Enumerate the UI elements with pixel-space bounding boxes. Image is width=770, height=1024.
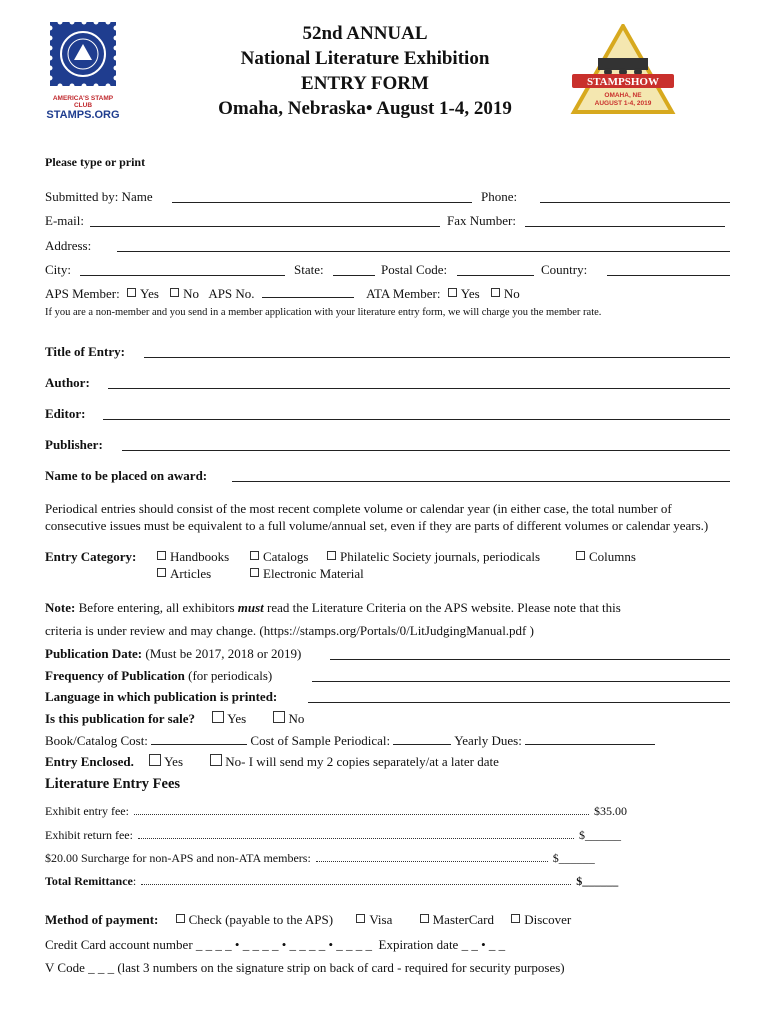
frequency-label: Frequency of Publication bbox=[45, 668, 185, 683]
yearly-dues-field[interactable] bbox=[525, 733, 655, 745]
state-field[interactable] bbox=[333, 264, 375, 276]
stampshow-banner: STAMPSHOW bbox=[587, 76, 659, 88]
note-text-1: Before entering, all exhibitors bbox=[78, 600, 235, 615]
sample-cost-label: Cost of Sample Periodical: bbox=[250, 733, 391, 748]
yearly-dues-label: Yearly Dues: bbox=[454, 733, 522, 748]
fees-title: Literature Entry Fees bbox=[45, 776, 181, 792]
for-sale-yes-label: Yes bbox=[227, 711, 247, 726]
payment-discover-checkbox[interactable] bbox=[511, 914, 520, 923]
aps-member-no-label: No bbox=[183, 286, 200, 301]
header-title-exhibition: National Literature Exhibition bbox=[240, 48, 490, 69]
enclosed-yes-checkbox[interactable] bbox=[149, 754, 161, 766]
category-columns-label: Columns bbox=[589, 549, 636, 564]
enclosed-no-checkbox[interactable] bbox=[210, 754, 222, 766]
phone-label: Phone: bbox=[481, 189, 518, 204]
aps-logo-url: STAMPS.ORG bbox=[46, 109, 120, 121]
criteria-note-line1 bbox=[45, 600, 621, 616]
country-field[interactable] bbox=[607, 264, 730, 276]
payment-check-checkbox[interactable] bbox=[176, 914, 185, 923]
category-electronic-checkbox[interactable] bbox=[250, 568, 259, 577]
city-label: City: bbox=[45, 262, 72, 277]
aps-member-label: APS Member: bbox=[45, 286, 120, 301]
title-of-entry-label: Title of Entry: bbox=[45, 344, 125, 359]
category-electronic[interactable] bbox=[250, 566, 364, 582]
email-field[interactable] bbox=[90, 215, 440, 227]
title-of-entry-field[interactable] bbox=[144, 346, 730, 358]
return-fee-amount[interactable]: $______ bbox=[578, 828, 621, 842]
author-label: Author: bbox=[45, 375, 90, 390]
publisher-label: Publisher: bbox=[45, 437, 103, 452]
payment-method-label: Method of payment: bbox=[45, 912, 159, 927]
publication-date-label: Publication Date: bbox=[45, 646, 143, 661]
fee-row-surcharge bbox=[45, 851, 645, 866]
language-field[interactable] bbox=[308, 691, 730, 703]
stampshow-logo bbox=[568, 24, 678, 118]
category-journals-checkbox[interactable] bbox=[327, 551, 336, 560]
payment-check-label: Check (payable to the APS) bbox=[188, 912, 334, 927]
category-handbooks-checkbox[interactable] bbox=[157, 551, 166, 560]
award-name-field[interactable] bbox=[232, 470, 730, 482]
stampshow-city: OMAHA, NE bbox=[604, 92, 642, 99]
category-columns-checkbox[interactable] bbox=[576, 551, 585, 560]
header-title-location-date: Omaha, Nebraska• August 1-4, 2019 bbox=[218, 98, 512, 119]
category-catalogs[interactable] bbox=[250, 549, 309, 565]
for-sale-yes-checkbox[interactable] bbox=[212, 711, 224, 723]
category-electronic-label: Electronic Material bbox=[263, 566, 364, 581]
state-label: State: bbox=[294, 262, 324, 277]
name-field[interactable] bbox=[172, 191, 472, 203]
fee-row-return bbox=[45, 828, 645, 843]
frequency-field[interactable] bbox=[312, 670, 730, 682]
note-text-2: read the Literature Criteria on the APS website. Please note that this bbox=[267, 600, 621, 615]
criteria-note-line2: criteria is under review and may change. (https://stamps.org/Portals/0/LitJudgingManual.pdf ) bbox=[45, 623, 534, 638]
for-sale-label: Is this publication for sale? bbox=[45, 711, 196, 726]
stampshow-dates: AUGUST 1-4, 2019 bbox=[594, 100, 652, 107]
header-title-annual: 52nd ANNUAL bbox=[302, 23, 428, 44]
ata-member-yes-checkbox[interactable] bbox=[448, 288, 457, 297]
category-journals[interactable] bbox=[327, 549, 540, 565]
for-sale-row bbox=[45, 711, 304, 727]
category-handbooks[interactable] bbox=[157, 549, 229, 565]
frequency-row bbox=[45, 668, 272, 684]
editor-field[interactable] bbox=[103, 408, 730, 420]
ata-member-yes-label: Yes bbox=[460, 286, 480, 301]
category-catalogs-checkbox[interactable] bbox=[250, 551, 259, 560]
credit-card-line[interactable]: Credit Card account number _ _ _ _ • _ _ _ _ • _ _ _ _ • _ _ _ _ Expiration date _ _ • _ _ bbox=[45, 937, 506, 952]
fax-label: Fax Number: bbox=[447, 213, 516, 228]
entry-fee-label: Exhibit entry fee: bbox=[45, 804, 129, 818]
category-journals-label: Philatelic Society journals, periodicals bbox=[340, 549, 541, 564]
aps-no-label: APS No. bbox=[208, 286, 255, 301]
ata-member-no-checkbox[interactable] bbox=[491, 288, 500, 297]
aps-logo bbox=[46, 20, 120, 121]
for-sale-no-label: No bbox=[288, 711, 305, 726]
ata-member-no-label: No bbox=[503, 286, 520, 301]
category-columns[interactable] bbox=[576, 549, 636, 565]
payment-discover-label: Discover bbox=[524, 912, 572, 927]
payment-mastercard-label: MasterCard bbox=[432, 912, 494, 927]
instructions: Please type or print bbox=[45, 155, 146, 169]
postal-code-field[interactable] bbox=[457, 264, 534, 276]
enclosed-no-label: No- I will send my 2 copies separately/at a later date bbox=[225, 754, 499, 769]
fee-row-total: Total Remittance: $______ bbox=[45, 874, 619, 888]
category-articles[interactable] bbox=[157, 566, 211, 582]
periodical-note: Periodical entries should consist of the most recent complete volume or calendar year (in either case, the total number of consecutive issues must be equivalent to a full volume/annual set, even if they are parts of different volumes or calendar years.) bbox=[45, 501, 709, 533]
city-field[interactable] bbox=[80, 264, 285, 276]
publication-date-hint: (Must be 2017, 2018 or 2019) bbox=[145, 646, 302, 661]
total-remittance-amount[interactable]: $______ bbox=[576, 874, 619, 888]
fax-field[interactable] bbox=[525, 215, 725, 227]
aps-logo-tagline: AMERICA'S STAMP CLUB bbox=[52, 95, 114, 109]
member-rate-note: If you are a non-member and you send in a member application with your literature entry form, we will charge you the member rate. bbox=[45, 307, 602, 318]
publisher-field[interactable] bbox=[122, 439, 730, 451]
fee-row-entry bbox=[45, 804, 645, 819]
category-catalogs-label: Catalogs bbox=[263, 549, 309, 564]
category-articles-checkbox[interactable] bbox=[157, 568, 166, 577]
email-label: E-mail: bbox=[45, 213, 84, 228]
sample-cost-field[interactable] bbox=[393, 733, 451, 745]
v-code-line[interactable]: V Code _ _ _ (last 3 numbers on the signature strip on back of card - required for security purposes) bbox=[45, 960, 565, 975]
surcharge-label: $20.00 Surcharge for non-APS and non-ATA members: bbox=[45, 851, 311, 865]
total-remittance-label: Total Remittance bbox=[45, 874, 133, 888]
payment-visa-checkbox[interactable] bbox=[356, 914, 365, 923]
return-fee-label: Exhibit return fee: bbox=[45, 828, 133, 842]
book-cost-field[interactable] bbox=[151, 733, 247, 745]
category-articles-label: Articles bbox=[170, 566, 212, 581]
editor-label: Editor: bbox=[45, 406, 86, 421]
payment-mastercard-checkbox[interactable] bbox=[420, 914, 429, 923]
header-title-entry-form: ENTRY FORM bbox=[301, 73, 429, 94]
country-label: Country: bbox=[541, 262, 588, 277]
aps-member-yes-label: Yes bbox=[140, 286, 159, 301]
publication-date-field[interactable] bbox=[330, 648, 730, 660]
note-label: Note: bbox=[45, 600, 76, 615]
aps-no-field[interactable] bbox=[262, 286, 354, 298]
payment-row bbox=[45, 912, 571, 928]
award-name-label: Name to be placed on award: bbox=[45, 468, 208, 483]
entry-fee-amount: $35.00 bbox=[593, 804, 627, 818]
entry-enclosed-label: Entry Enclosed. bbox=[45, 754, 134, 769]
surcharge-amount[interactable]: $______ bbox=[552, 851, 595, 865]
cost-row bbox=[45, 733, 655, 749]
phone-field[interactable] bbox=[540, 191, 730, 203]
publication-date-row bbox=[45, 646, 301, 662]
submitted-by-label: Submitted by: Name bbox=[45, 189, 153, 204]
address-field[interactable] bbox=[117, 240, 730, 252]
entry-enclosed-row bbox=[45, 754, 499, 770]
author-field[interactable] bbox=[108, 377, 730, 389]
payment-visa-label: Visa bbox=[369, 912, 393, 927]
note-emphasis: must bbox=[237, 600, 264, 615]
aps-member-no-checkbox[interactable] bbox=[170, 288, 179, 297]
frequency-hint: (for periodicals) bbox=[188, 668, 273, 683]
language-label: Language in which publication is printed: bbox=[45, 689, 278, 704]
address-label: Address: bbox=[45, 238, 92, 253]
enclosed-yes-label: Yes bbox=[164, 754, 184, 769]
aps-member-yes-checkbox[interactable] bbox=[127, 288, 136, 297]
postal-code-label: Postal Code: bbox=[381, 262, 448, 277]
category-handbooks-label: Handbooks bbox=[170, 549, 230, 564]
entry-category-label: Entry Category: bbox=[45, 549, 137, 564]
aps-member-row bbox=[45, 286, 520, 302]
stamp-emblem-icon bbox=[46, 20, 120, 90]
ata-member-label: ATA Member: bbox=[366, 286, 441, 301]
for-sale-no-checkbox[interactable] bbox=[273, 711, 285, 723]
stampshow-emblem-icon bbox=[568, 24, 678, 118]
book-cost-label: Book/Catalog Cost: bbox=[45, 733, 148, 748]
